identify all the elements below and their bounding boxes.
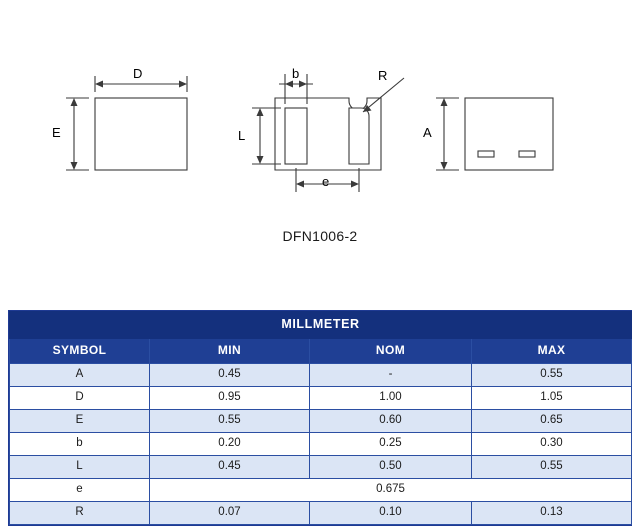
dim-label-E: E (52, 125, 61, 140)
table-title-row (10, 312, 632, 339)
cell-merged-value: 0.675 (150, 479, 632, 502)
cell-min: 0.55 (150, 410, 310, 433)
cell-symbol: R (10, 502, 150, 525)
dim-label-e: e (322, 174, 330, 189)
dim-label-L: L (238, 128, 246, 143)
cell-nom: 0.60 (310, 410, 472, 433)
cell-nom: 0.25 (310, 433, 472, 456)
part-name-label: DFN1006-2 (282, 228, 358, 244)
column-header-symbol: SYMBOL (10, 339, 150, 364)
cell-symbol: L (10, 456, 150, 479)
dim-label-A: A (423, 125, 432, 140)
cell-symbol: e (10, 479, 150, 502)
column-header-min: MIN (150, 339, 310, 364)
cell-min: 0.20 (150, 433, 310, 456)
table-row (10, 410, 632, 433)
cell-min: 0.95 (150, 387, 310, 410)
cell-max: 0.30 (472, 433, 632, 456)
column-header-max: MAX (472, 339, 632, 364)
table-row (10, 479, 632, 502)
cell-nom: - (310, 364, 472, 387)
cell-max: 1.05 (472, 387, 632, 410)
table-row (10, 433, 632, 456)
table-row (10, 456, 632, 479)
cell-symbol: b (10, 433, 150, 456)
cell-min: 0.45 (150, 456, 310, 479)
cell-max: 0.55 (472, 364, 632, 387)
dimension-table (8, 310, 632, 526)
dim-label-D: D (133, 66, 143, 81)
table-title: MILLMETER (10, 312, 632, 339)
cell-symbol: E (10, 410, 150, 433)
table-row (10, 387, 632, 410)
cell-nom: 1.00 (310, 387, 472, 410)
cell-symbol: D (10, 387, 150, 410)
table-row (10, 364, 632, 387)
table-row (10, 502, 632, 525)
cell-nom: 0.50 (310, 456, 472, 479)
cell-max: 0.65 (472, 410, 632, 433)
cell-symbol: A (10, 364, 150, 387)
cell-nom: 0.10 (310, 502, 472, 525)
dim-label-b: b (292, 66, 300, 81)
column-header-nom: NOM (310, 339, 472, 364)
cell-min: 0.45 (150, 364, 310, 387)
dim-label-R: R (378, 68, 388, 83)
cell-max: 0.13 (472, 502, 632, 525)
cell-min: 0.07 (150, 502, 310, 525)
cell-max: 0.55 (472, 456, 632, 479)
table-header-row (10, 339, 632, 364)
